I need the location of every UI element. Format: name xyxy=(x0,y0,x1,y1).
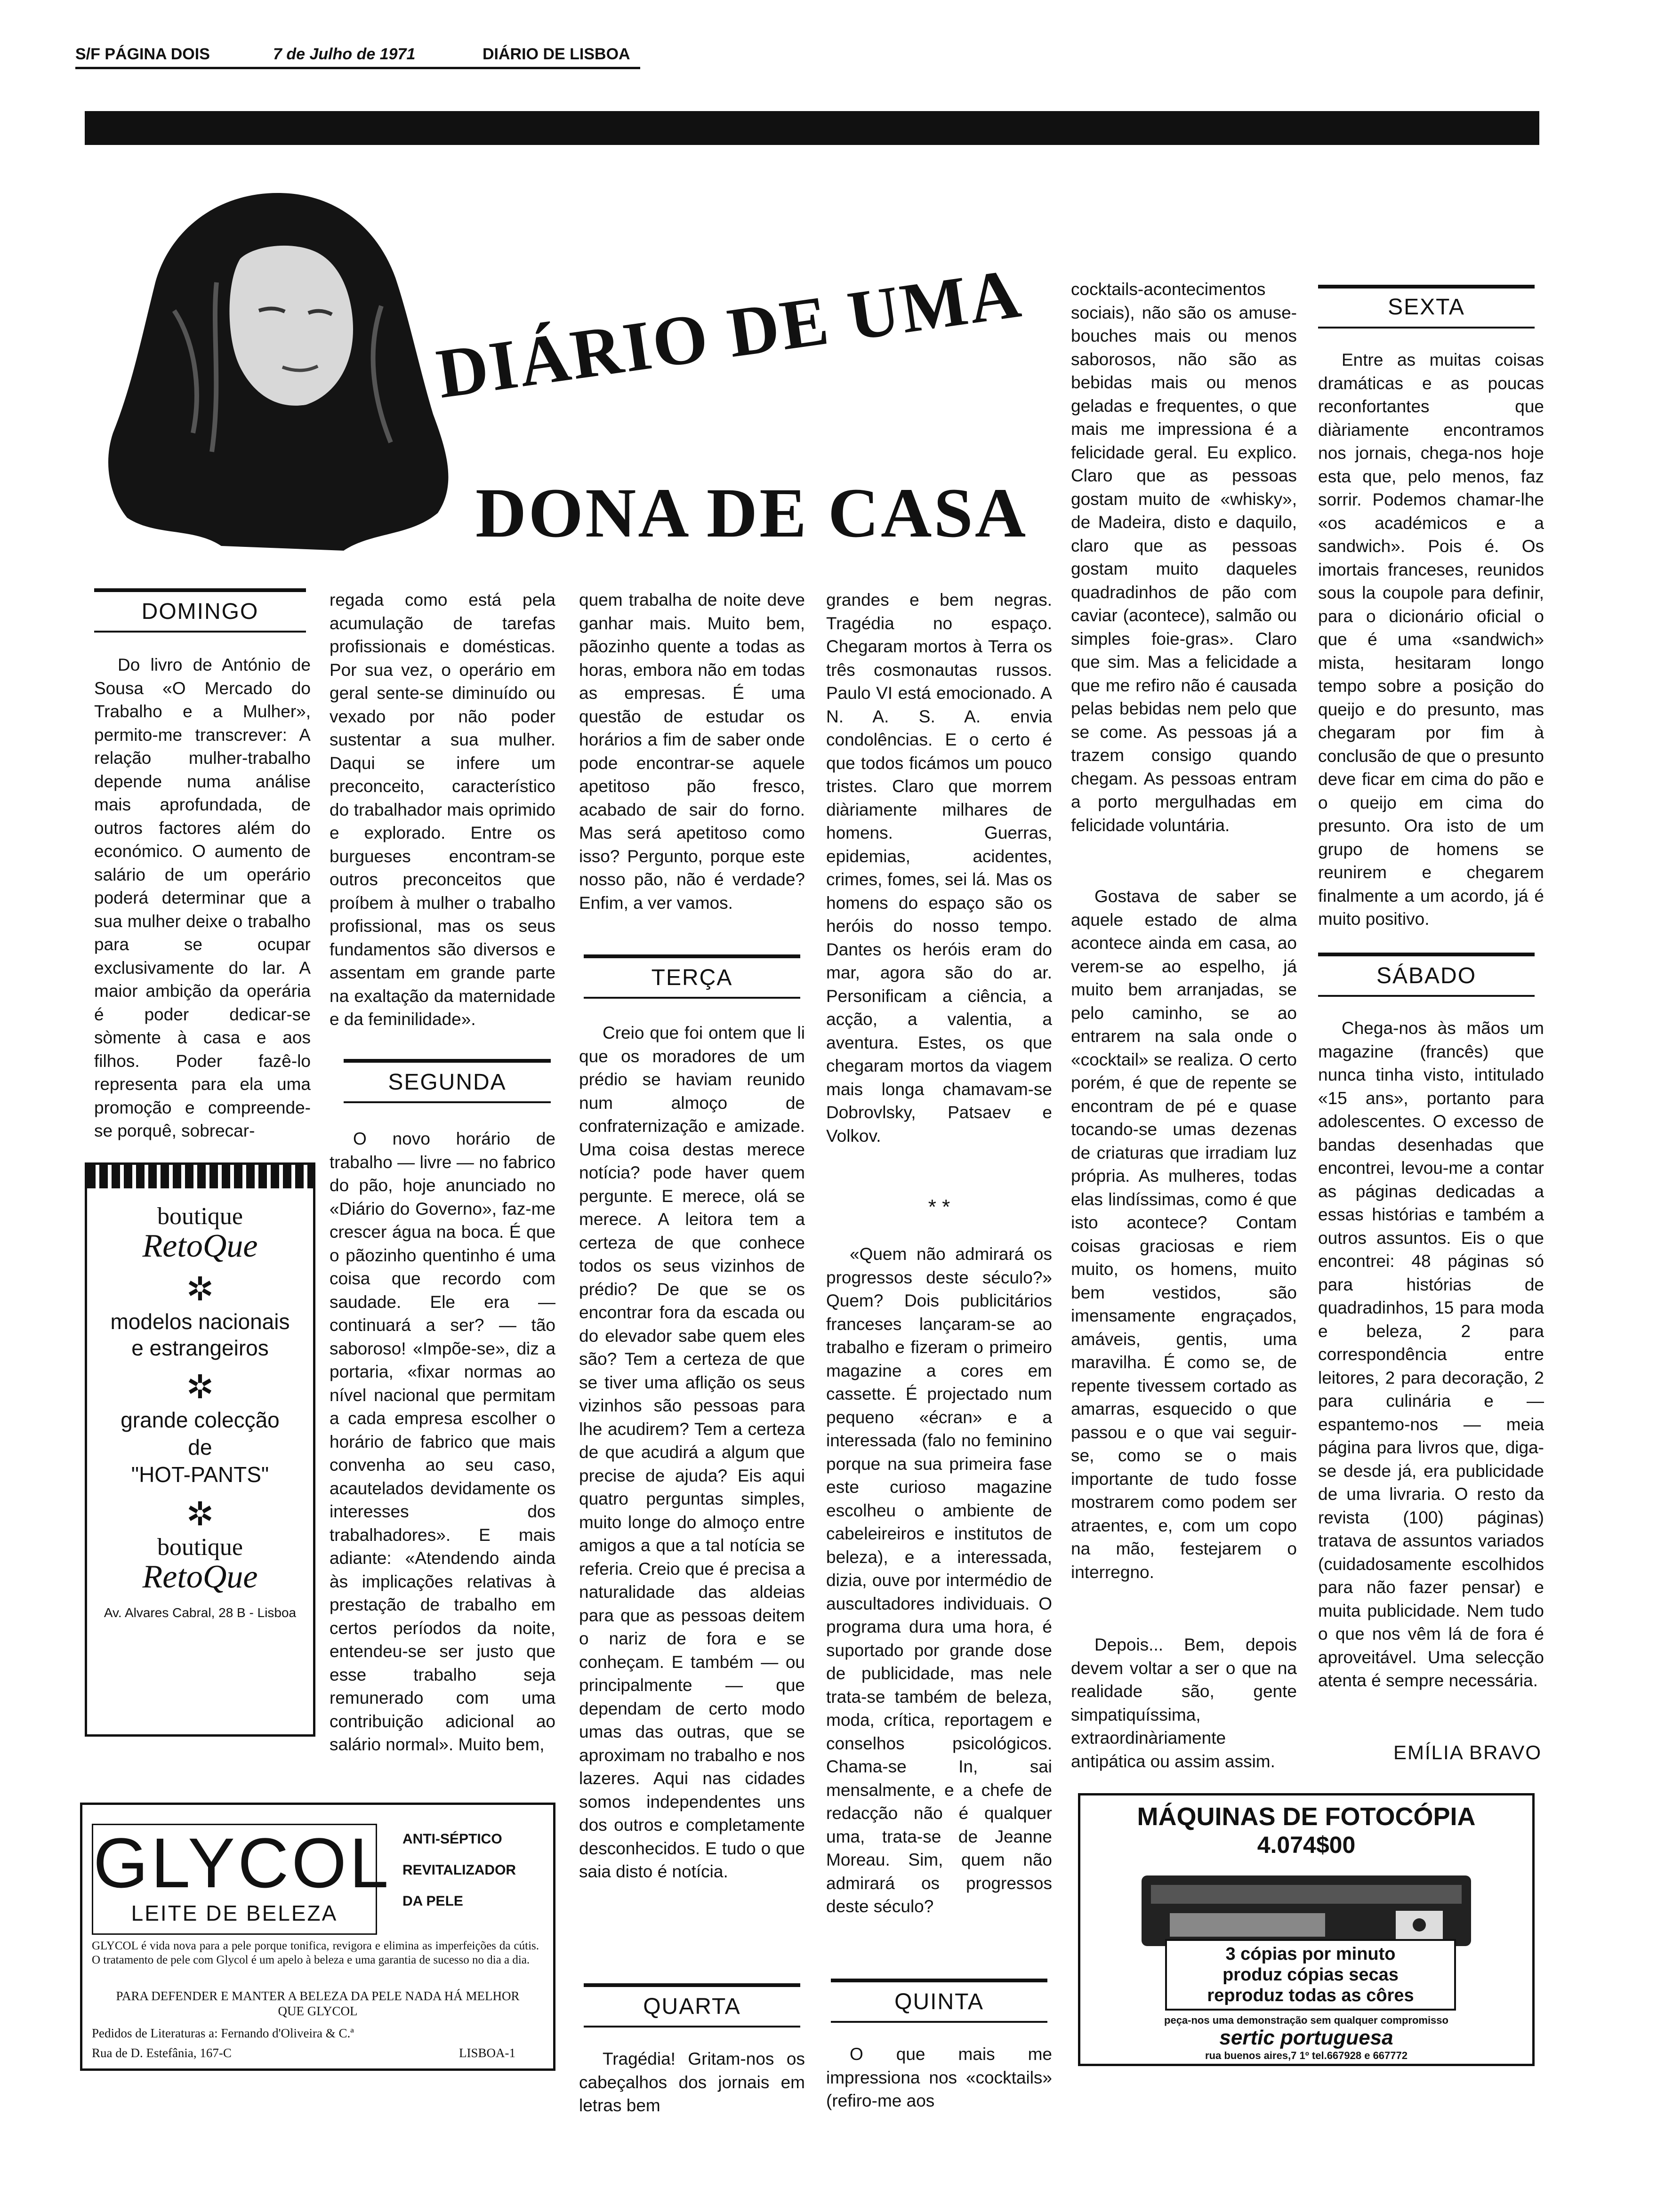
column-2-text-bottom xyxy=(330,1127,555,1786)
rule xyxy=(344,1059,551,1063)
rule xyxy=(584,997,800,999)
section-label: S/F PÁGINA DOIS xyxy=(75,45,210,63)
boutique-brand: RetoQue xyxy=(142,1228,258,1264)
article-title-line1: DIÁRIO DE UMA xyxy=(432,254,1027,413)
flower-icon: ✲ xyxy=(186,1496,214,1532)
rule xyxy=(1318,995,1535,997)
ad-line: "HOT-PANTS" xyxy=(131,1462,269,1487)
glycol-orders: Pedidos de Literaturas a: Fernando d'Oliveira & C.ª xyxy=(92,2026,354,2040)
copier-feature: 3 cópias por minuto xyxy=(1225,1944,1396,1964)
top-black-bar xyxy=(85,111,1539,145)
column-4-text-bottom xyxy=(826,2043,1052,2113)
rule xyxy=(584,954,800,958)
woman-photo xyxy=(99,188,457,555)
boutique-label: boutique xyxy=(157,1534,243,1561)
glycol-logo-box xyxy=(92,1823,392,1935)
column-3-text-bottom xyxy=(579,2047,805,2118)
heading-sexta: SEXTA xyxy=(1388,295,1465,320)
paragraph: «Quem não admirará os progressos deste século?» Quem? Dois publicitários franceses lançaram-se ao trabalho e fizeram o primeiro magazine a cores em cassette. É projectado num pequeno «écran» e a interessada (falo no feminino porque na sua primeira fase este curioso magazine escolheu o ambiente de cabeleireiros e institutos de beleza), e a interessada, dizia, ouve por intermédio de auscultadores individuais. O programa dura uma hora, é suportado por grande dose de publicidade, mas nele trata-se também de beleza, moda, crítica, reportagem e conselhos psicológicos. Chama-se In, sai mensalmente, e a chefe de redacção não é qualquer uma, trata-se de Jeanne Moreau. Sim, quem não admirará os progressos deste século? xyxy=(826,1244,1052,1916)
glycol-tag: REVITALIZADOR xyxy=(402,1862,516,1878)
ad-line: de xyxy=(188,1435,212,1459)
rule xyxy=(584,2026,800,2028)
paragraph: regada como está pela acumulação de tarefas profissionais e domésticas. Por sua vez, o operário em geral sente-se diminuído ou vexado por não poder sustentar a sua mulher. Daqui se infere um preconceito, característico do trabalhador mais oprimido e explorado. Entre os burgueses encontram-se outros preconceitos que proíbem à mulher o trabalho profissional, mas os seus fundamentos são diversos e assentam em grande parte na exaltação da maternidade e da feminilidade». xyxy=(330,590,555,1029)
paragraph: Do livro de António de Sousa «O Mercado do Trabalho e a Mulher», permito-me transcrever: A relação mulher-trabalho depende numa análise mais aprofundada, de outros factores além do económico. O aumento de salário de um operário poderá determinar que a sua mulher deixe o trabalho para se ocupar exclusivamente do lar. A maior ambição da operária é poder dedicar-se sòmente à casa e aos filhos. Poder fazê-lo representa para ela uma promoção e compreende-se porquê, sobrecar- xyxy=(94,655,311,1140)
copier-feature: reproduz todas as côres xyxy=(1207,1986,1414,2005)
column-5-text-bottom xyxy=(1071,1633,1297,1774)
boutique-brand: RetoQue xyxy=(142,1559,258,1595)
ad-line: e estrangeiros xyxy=(131,1336,269,1360)
boutique-label: boutique xyxy=(157,1203,243,1230)
paragraph: Creio que foi ontem que li que os moradores de um prédio se haviam reunido num almoço de confraternização e amizade. Uma coisa destas merece notícia? pode haver quem pergunte. E merece, olá se merece. A leitora tem a certeza de que conhece todos os seus vizinhos de prédio? De que se os encontrar fora da escada ou do elevador sabe quem eles são? Tem a certeza de que se tiver uma aflição os seus vizinhos são pessoas para lhe acudirem? Tem a certeza de que acudirá a algum que precise de ajuda? Eis aqui quatro perguntas simples, muito longe do almoço entre amigos a que a tal notícia se referia. Creio que é precisa a naturalidade das aldeias para que as pessoas deitem o nariz de fora e se conheçam. E também — ou principalmente — que dependam de certo modo umas das outras, que se aproximam no trabalho e nos lazeres. Aqui nas cidades somos independentes uns dos outros e completamente desconhecidos. E tudo o que saia disto é notícia. xyxy=(579,1023,805,1881)
glycol-ad xyxy=(80,1803,555,2071)
glycol-street: Rua de D. Estefânia, 167-C xyxy=(92,2046,232,2060)
column-5-text-middle xyxy=(1071,885,1297,1591)
rule xyxy=(584,1983,800,1987)
heading-sabado: SÁBADO xyxy=(1376,963,1477,988)
glycol-brand: GLYCOL xyxy=(93,1823,392,1902)
glycol-tags xyxy=(402,1824,516,1917)
rule xyxy=(1318,327,1535,329)
flower-icon: ✲ xyxy=(186,1369,214,1405)
ad-line: grande colecção xyxy=(121,1408,280,1432)
paragraph: Entre as muitas coisas dramáticas e as poucas reconfortantes que diàriamente encontramos nos jornais, chega-nos hoje esta que, pelo menos, faz sorrir. Podemos chamar-lhe «os académicos e a sandwich». Pois é. Os imortais franceses, reunidos sous la coupole para definir, para o dicionário oficial o que é uma «sandwich» mista, hesitaram longo tempo sobre a posição do queijo e do presunto, mas chegaram por fim à conclusão de que o presunto deve ficar em cima do pão e o queijo em cima do presunto. Ora isto de um grupo de homens se reunirem e chegarem finalmente a um acordo, já é muito positivo. xyxy=(1318,350,1544,929)
rule xyxy=(344,1101,551,1103)
paragraph: quem trabalha de noite deve ganhar mais. Muito bem, pãozinho quente a todas as horas, embora não em todas as empresas. É uma questão de estudar os horários a fim de saber onde pode encontrar-se aquele apetitoso pão fresco, acabado de sair do forno. Mas será apetitoso como isso? Pergunto, porque este nosso pão, não é verdade? Enfim, a ver vamos. xyxy=(579,590,805,913)
paragraph: Chega-nos às mãos um magazine (francês) que nunca tinha visto, intitulado «15 ans», portanto para adolescentes. O excesso de bandas desenhadas que encontrei, levou-me a contar as páginas dedicadas a essas histórias e também a outros assuntos. Eis o que encontrei: 48 páginas só para histórias de quadradinhos, 15 para moda e beleza, 2 para correspondência entre leitores, 2 para decoração, 2 para culinária e — espantemo-nos — meia página para livros que, diga-se desde já, era publicidade de uma livraria. O resto da revista (100) páginas) tratava de assuntos variados (cuidadosamente escolhidos para não fazer pensar) e muita publicidade. Nem tudo o que nos vêm lá de fora é aproveitável. Uma selecção atenta é sempre necessária. xyxy=(1318,1018,1544,1690)
flower-icon: ✲ xyxy=(186,1271,214,1307)
copier-demo: peça-nos uma demonstração sem qualquer compromisso xyxy=(1164,2014,1448,2026)
glycol-city: LISBOA-1 xyxy=(459,2046,515,2060)
newspaper-name: DIÁRIO DE LISBOA xyxy=(483,45,630,63)
header-rule xyxy=(75,67,640,69)
rule xyxy=(94,588,306,592)
glycol-tag: ANTI-SÉPTICO xyxy=(402,1831,502,1847)
glycol-body: GLYCOL é vida nova para a pele porque tonifica, revigora e elimina as imperfeições da cútis. O tratamento de pele com Glycol é um apelo à beleza e uma garantia de sucesso no dia a dia. xyxy=(92,1940,539,1966)
column-3-text-middle xyxy=(579,1021,805,1881)
glycol-slogan: PARA DEFENDER E MANTER A BELEZA DA PELE NADA HÁ MELHOR QUE GLYCOL xyxy=(116,1989,520,2018)
glycol-subtitle: LEITE DE BELEZA xyxy=(131,1901,338,1925)
paragraph: O novo horário de trabalho — livre — no fabrico do pão, hoje anunciado no «Diário do Governo», faz-me crescer água na boca. É que o pãozinho quentinho é uma coisa que recordo com saudade. Ele era — continuará a ser? — tão saboroso! «Impõe-se», diz a portaria, «fixar normas ao nível nacional que permitam a cada empresa escolher o horário de fabrico que mais convenha ao seu caso, acautelados devidamente os interesses dos trabalhadores». E mais adiante: «Atendendo ainda às implicações relativas à prestação de trabalho em certos períodos da noite, entendeu-se ser justo que esse trabalho seja remunerado com uma contribuição adicional ao salário normal». Muito bem, xyxy=(330,1129,555,1754)
rule xyxy=(94,631,306,633)
date: 7 de Julho de 1971 xyxy=(273,45,416,63)
paragraph: grandes e bem negras. Tragédia no espaço. Chegaram mortos à Terra os três cosmonautas russos. Paulo VI está emocionado. A N. A. S. A. envia condolências. E o certo é que todos ficámos um pouco tristes. Claro que morrem diàriamente milhares de homens. Guerras, epidemias, acidentes, crimes, fomes, sei lá. Mas os homens do espaço são os heróis do nosso tempo. Dantes os heróis eram do mar, agora são do ar. Personificam a ciência, a acção, a valentia, a aventura. Estes, os que chegaram mortos da viagem mais longa chamavam-se Dobrovlsky, Patsaev e Volkov. xyxy=(826,590,1052,1146)
column-4-text-top xyxy=(826,588,1052,1177)
column-6-text-bottom xyxy=(1318,1017,1544,1713)
copier-price: 4.074$00 xyxy=(1257,1832,1356,1858)
boutique-address: Av. Alvares Cabral, 28 B - Lisboa xyxy=(104,1605,297,1620)
rule xyxy=(1318,285,1535,289)
heading-quinta: QUINTA xyxy=(894,1989,984,2014)
ad-border xyxy=(87,1165,313,1188)
copier-ad xyxy=(1078,1793,1535,2066)
glycol-tag: DA PELE xyxy=(402,1893,463,1909)
column-6-text-top xyxy=(1318,348,1544,937)
column-2-text-top xyxy=(330,588,555,1040)
column-5-text-top xyxy=(1071,278,1297,866)
stars-separator: * * xyxy=(928,1195,950,1218)
copier-address: rua buenos aires,7 1º tel.667928 e 667772 xyxy=(1205,2050,1408,2061)
boutique-ad xyxy=(85,1162,315,1737)
ad-line: modelos nacionais xyxy=(110,1309,290,1334)
heading-terca: TERÇA xyxy=(651,965,733,990)
column-1-text xyxy=(94,653,311,1140)
paragraph: Tragédia! Gritam-nos os cabeçalhos dos jornais em letras bem xyxy=(579,2049,805,2115)
rule xyxy=(831,2021,1047,2023)
paragraph: Depois... Bem, depois devem voltar a ser o que na realidade são, gente simpatiquíssima, extraordinàriamente antipática ou assim assim. xyxy=(1071,1635,1297,1771)
rule xyxy=(1318,953,1535,956)
heading-domingo: DOMINGO xyxy=(141,599,259,624)
copier-title: MÁQUINAS DE FOTOCÓPIA xyxy=(1137,1803,1476,1831)
article-title-line2: DONA DE CASA xyxy=(475,474,1028,552)
column-3-text-top xyxy=(579,588,805,918)
author-signature: EMÍLIA BRAVO xyxy=(1393,1741,1542,1763)
paragraph: O que mais me impressiona nos «cocktails» (refiro-me aos xyxy=(826,2044,1052,2110)
copier-company: sertic portuguesa xyxy=(1219,2026,1393,2049)
paragraph: Gostava de saber se aquele estado de alma acontece ainda em casa, ao verem-se ao espelho, já muito bem arranjadas, se pelo caminho, se ao entrarem na sala onde o «cocktail» se realiza. O certo porém, é que de repente se encontram de pé e quase tocando-se umas dezenas de criaturas que irradiam luz própria. As mulheres, todas elas lindíssimas, como é que isto acontece? Contam coisas graciosas e riem muito, os homens, muito bem vestidos, são imensamente engraçados, amáveis, gentis, uma maravilha. É como se, de repente tivessem cortado as amarras, esquecido o que passou e o que vai seguir-se, como se o mais importante de tudo fosse mostrarem como podem ser atraentes, e, com um copo na mão, festejarem o interregno. xyxy=(1071,887,1297,1582)
heading-segunda: SEGUNDA xyxy=(388,1070,507,1095)
column-4-text-middle xyxy=(826,1242,1052,1948)
paragraph: cocktails-acontecimentos sociais), não são os amuse-bouches mais ou menos saborosos, não são as bebidas mais ou menos geladas e frequentes, o que mais me impressiona é a felicidade geral. Eu explico. Claro que as pessoas gostam muito de «whisky», de Madeira, disto e daquilo, claro que as pessoas gostam muito daqueles quadradinhos de pão com caviar (acontece), salmão ou simples foie-gras». Claro que sim. Mas a felicidade a que me refiro não é causada pelas bebidas nem pelo que se come. As pessoas já a trazem consigo quando chegam. As pessoas entram a porto mergulhadas em felicidade voluntária. xyxy=(1071,280,1297,835)
copier-feature: produz cópias secas xyxy=(1223,1965,1399,1985)
heading-quarta: QUARTA xyxy=(643,1994,741,2019)
rule xyxy=(831,1979,1047,1982)
copier-features xyxy=(1165,1939,1456,2011)
